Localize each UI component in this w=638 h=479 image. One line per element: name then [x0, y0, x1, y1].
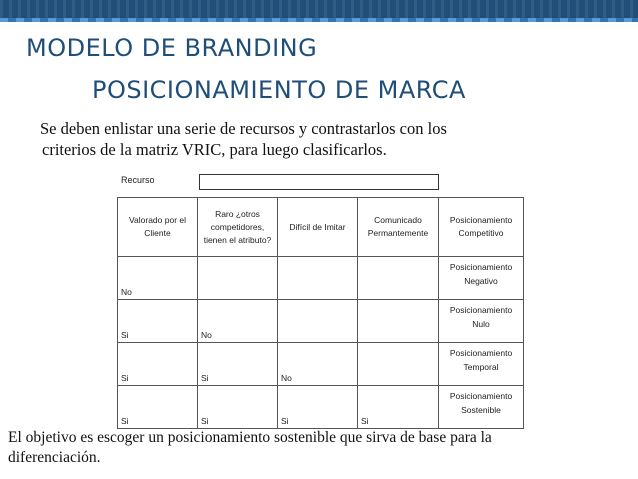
cell-dificil: No [278, 343, 358, 386]
header-dificil: Difícil de Imitar [278, 198, 358, 257]
header-comunicado: Comunicado Permantemente [358, 198, 439, 257]
slide-subtitle: POSICIONAMIENTO DE MARCA [92, 76, 466, 104]
cell-posicionamiento: Posicionamiento Sostenible [439, 386, 524, 429]
cell-dificil [278, 257, 358, 300]
header-posicionamiento: Posicionamiento Competitivo [439, 198, 524, 257]
cell-posicionamiento: Posicionamiento Negativo [439, 257, 524, 300]
cell-raro: No [198, 300, 278, 343]
cell-raro: Si [198, 343, 278, 386]
cell-valorado: Si [118, 343, 198, 386]
top-banner [0, 0, 638, 22]
intro-line: Se deben enlistar una serie de recursos y contrastarlos con los [40, 119, 447, 138]
table-row [118, 386, 524, 429]
cell-valorado: Si [118, 300, 198, 343]
cell-raro [198, 257, 278, 300]
header-raro: Raro ¿otros competidores, tienen el atributo? [198, 198, 278, 257]
recurso-label: Recurso [121, 175, 155, 185]
intro-paragraph [40, 118, 620, 160]
table-row [118, 300, 524, 343]
slide-title: MODELO DE BRANDING [26, 34, 318, 62]
header-row [118, 198, 524, 257]
cell-raro: Si [198, 386, 278, 429]
conclusion-line: diferenciación. [8, 449, 101, 466]
table-row [118, 343, 524, 386]
cell-dificil: Si [278, 386, 358, 429]
cell-comunicado [358, 343, 439, 386]
cell-dificil [278, 300, 358, 343]
top-banner-texture [0, 0, 638, 18]
header-valorado: Valorado por el Cliente [118, 198, 198, 257]
cell-valorado: Si [118, 386, 198, 429]
cell-comunicado [358, 257, 439, 300]
recurso-field [199, 174, 439, 190]
cell-comunicado: Si [358, 386, 439, 429]
top-banner-stripe [0, 18, 638, 22]
cell-valorado: No [118, 257, 198, 300]
conclusion-line: El objetivo es escoger un posicionamiento sostenible que sirva de base para la [8, 429, 492, 446]
intro-line: criterios de la matriz VRIC, para luego clasificarlos. [42, 140, 387, 159]
vric-matrix [117, 197, 524, 429]
cell-posicionamiento: Posicionamiento Nulo [439, 300, 524, 343]
table-row [118, 257, 524, 300]
conclusion-paragraph [8, 428, 633, 468]
cell-comunicado [358, 300, 439, 343]
cell-posicionamiento: Posicionamiento Temporal [439, 343, 524, 386]
